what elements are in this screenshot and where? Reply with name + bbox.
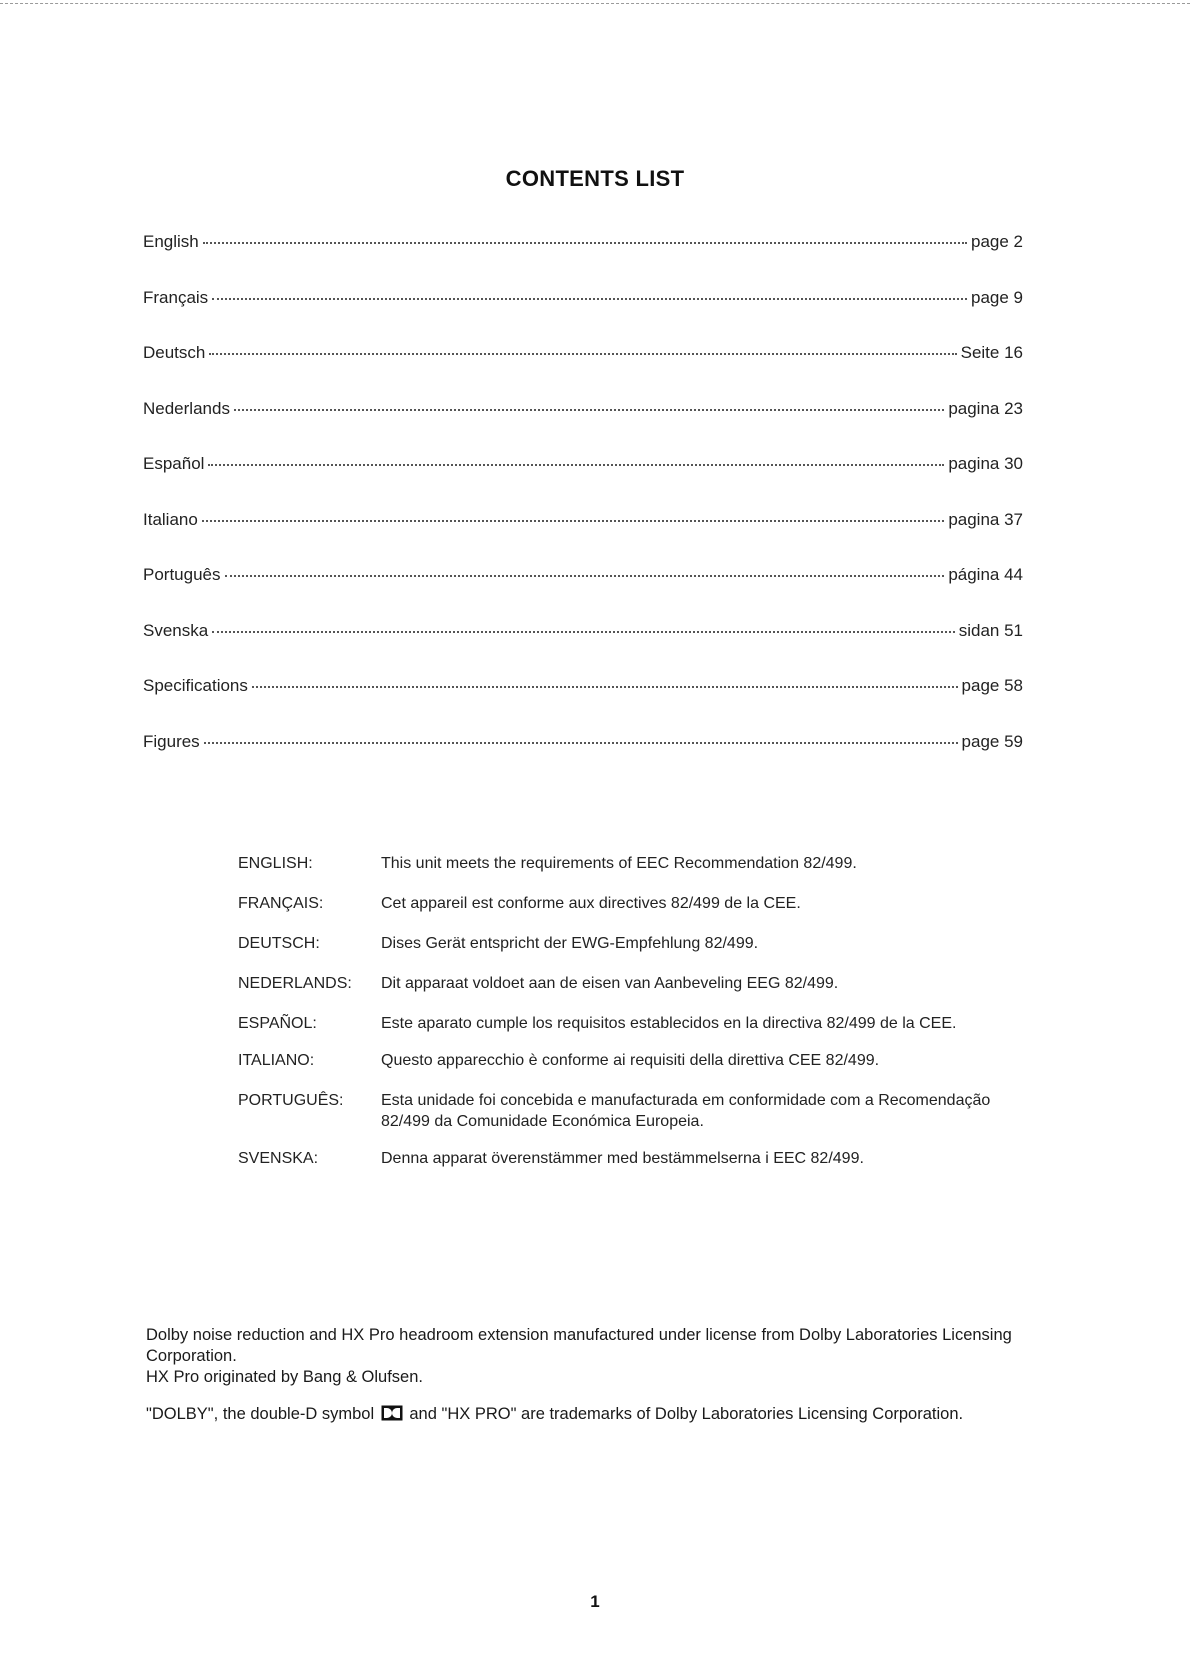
eec-statement: Este aparato cumple los requisitos establecidos en la directiva 82/499 de la CEE. — [381, 1015, 957, 1032]
toc-page-ref: page 2 — [971, 232, 1023, 251]
toc-leader-dots — [212, 297, 967, 300]
toc-page-ref: Seite 16 — [960, 343, 1023, 362]
toc-entry-espanol[interactable] — [143, 454, 1023, 510]
toc-label: Deutsch — [143, 343, 206, 362]
eec-row-portugues — [238, 1090, 1028, 1132]
toc-entry-portugues[interactable] — [143, 565, 1023, 621]
toc-leader-dots — [209, 352, 956, 355]
trademark-text-end: and "HX PRO" are trademarks of Dolby Laboratories Licensing Corporation. — [409, 1405, 964, 1423]
eec-row-nederlands — [238, 973, 1028, 994]
toc-label: Italiano — [143, 509, 198, 529]
eec-language: NEDERLANDS: — [238, 975, 352, 992]
license-notice — [146, 1325, 1036, 1427]
dolby-double-d-icon — [381, 1405, 403, 1427]
eec-row-espanol — [238, 1013, 1028, 1034]
trademark-text-start: "DOLBY", the double-D symbol — [146, 1405, 375, 1423]
toc-leader-dots — [208, 463, 944, 466]
toc-label: Specifications — [143, 676, 248, 695]
toc-leader-dots — [234, 408, 944, 411]
toc-label: Figures — [143, 731, 200, 751]
toc-entry-figures[interactable] — [143, 732, 1023, 788]
eec-compliance-statements — [238, 853, 1028, 1188]
eec-statement: Esta unidade foi concebida e manufacturada em conformidade com a Recomendação 82/499 da Comunidade Económica Europeia. — [381, 1092, 991, 1130]
eec-language: FRANÇAIS: — [238, 895, 324, 912]
eec-statement: Denna apparat överenstämmer med bestämmelserna i EEC 82/499. — [381, 1150, 864, 1167]
eec-row-italiano — [238, 1050, 1028, 1071]
toc-label: Svenska — [143, 620, 209, 640]
toc-label: Français — [143, 287, 209, 307]
toc-page-ref: página 44 — [948, 565, 1023, 584]
eec-statement: Dises Gerät entspricht der EWG-Empfehlung 82/499. — [381, 935, 759, 952]
toc-leader-dots — [225, 574, 945, 577]
contents-list — [143, 232, 1023, 787]
toc-label: Português — [143, 565, 221, 584]
page-number: 1 — [590, 1592, 600, 1611]
eec-language: ITALIANO: — [238, 1052, 315, 1069]
toc-page-ref: page 9 — [971, 287, 1023, 307]
toc-entry-francais[interactable] — [143, 288, 1023, 344]
toc-leader-dots — [203, 241, 967, 244]
eec-row-francais — [238, 893, 1028, 914]
eec-statement: Cet appareil est conforme aux directives 82/499 de la CEE. — [381, 895, 801, 912]
spacer — [146, 1388, 1036, 1404]
toc-leader-dots — [202, 519, 944, 522]
hx-pro-origin-text: HX Pro originated by Bang & Olufsen. — [146, 1368, 423, 1386]
trademark-text — [146, 1404, 1036, 1427]
toc-page-ref: pagina 37 — [948, 509, 1023, 529]
toc-entry-specifications[interactable] — [143, 676, 1023, 732]
toc-leader-dots — [252, 685, 958, 688]
eec-language: PORTUGUÊS: — [238, 1092, 344, 1109]
eec-row-english — [238, 853, 1028, 874]
scan-top-edge — [0, 3, 1190, 4]
toc-label: Nederlands — [143, 398, 230, 418]
page-title: CONTENTS LIST — [505, 166, 685, 191]
eec-language: SVENSKA: — [238, 1150, 319, 1167]
eec-row-svenska — [238, 1148, 1028, 1169]
toc-entry-deutsch[interactable] — [143, 343, 1023, 399]
toc-page-ref: page 58 — [961, 676, 1023, 695]
toc-page-ref: pagina 30 — [948, 454, 1023, 473]
eec-language: DEUTSCH: — [238, 935, 320, 952]
eec-row-deutsch — [238, 933, 1028, 954]
toc-entry-english[interactable] — [143, 232, 1023, 288]
toc-page-ref: pagina 23 — [948, 398, 1023, 418]
license-text: Dolby noise reduction and HX Pro headroom extension manufactured under license from Dolby Laboratories Licensing Corporation. — [146, 1326, 1012, 1365]
toc-entry-nederlands[interactable] — [143, 399, 1023, 455]
eec-statement: This unit meets the requirements of EEC Recommendation 82/499. — [381, 855, 857, 872]
toc-entry-italiano[interactable] — [143, 510, 1023, 566]
toc-page-ref: sidan 51 — [958, 620, 1023, 640]
eec-statement: Questo apparecchio è conforme ai requisiti della direttiva CEE 82/499. — [381, 1052, 880, 1069]
toc-page-ref: page 59 — [961, 731, 1023, 751]
toc-leader-dots — [204, 741, 958, 744]
toc-label: English — [143, 232, 199, 251]
eec-language: ESPAÑOL: — [238, 1015, 317, 1032]
toc-entry-svenska[interactable] — [143, 621, 1023, 677]
toc-leader-dots — [212, 630, 955, 633]
eec-statement: Dit apparaat voldoet aan de eisen van Aanbeveling EEG 82/499. — [381, 975, 839, 992]
eec-language: ENGLISH: — [238, 855, 313, 872]
toc-label: Español — [143, 454, 205, 473]
